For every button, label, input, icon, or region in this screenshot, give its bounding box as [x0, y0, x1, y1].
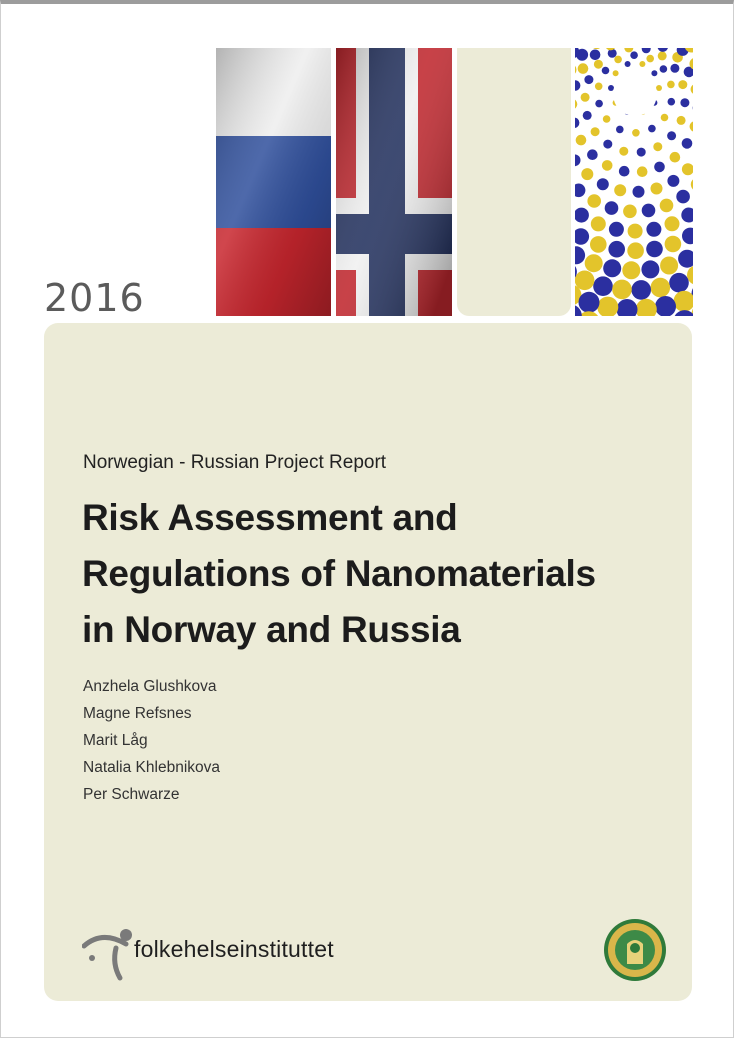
nanotube-atom — [590, 50, 601, 61]
nanotube-atom — [595, 100, 603, 108]
nanotube-atom — [642, 204, 656, 218]
nanotube-atom — [603, 115, 611, 123]
nanotube-atom — [631, 280, 651, 300]
nanotube-atom — [578, 63, 589, 74]
nanotube-atom — [575, 64, 577, 76]
nanotube-atom — [637, 166, 648, 177]
nanotube-atom — [575, 184, 585, 198]
nanotube-atom — [691, 84, 693, 95]
nanotube-atom — [608, 85, 614, 91]
nanotube-atom — [587, 149, 598, 160]
author-list — [83, 676, 220, 811]
nanotube-atom — [673, 310, 693, 316]
report-subtitle: Norwegian - Russian Project Report — [83, 452, 387, 473]
title-line: in Norway and Russia — [82, 609, 461, 650]
nanotube-atom — [575, 271, 594, 291]
nanotube-atom — [691, 178, 693, 192]
nanotube-atom — [690, 121, 693, 132]
nanotube-atom — [616, 126, 624, 134]
nanotube-atom — [623, 205, 637, 219]
nanotube-atom — [642, 48, 651, 53]
nanotube-atom — [682, 163, 693, 175]
nanotube-atom — [593, 276, 613, 296]
nanotube-atom — [667, 131, 676, 140]
nanotube-atom — [575, 80, 580, 91]
nanotube-atom — [605, 201, 619, 215]
nanotube-atom — [646, 55, 654, 63]
nanotube-atom — [639, 61, 645, 67]
blank-panel — [457, 48, 571, 316]
nanotube-atom — [633, 186, 645, 198]
nanotube-atom — [624, 48, 633, 52]
nanotube-atom — [603, 140, 612, 149]
nanotube-atom — [575, 154, 581, 166]
report-title — [82, 490, 682, 658]
nanotube-atom — [658, 51, 667, 60]
nanotube-atom — [597, 297, 618, 316]
nanotube-atom — [612, 280, 632, 300]
nanotube-atom — [628, 224, 643, 239]
title-panel — [44, 323, 692, 1001]
nanotube-atom — [576, 135, 587, 146]
nanotube-atom — [614, 56, 622, 64]
title-line: Risk Assessment and — [82, 497, 458, 538]
nanotube-atom — [665, 236, 682, 253]
nanotube-atom — [595, 83, 603, 91]
nanotube-atom — [648, 125, 656, 133]
nanotube-atom — [614, 184, 626, 196]
nanotube-atom — [680, 98, 689, 107]
author-name: Magne Refsnes — [83, 705, 192, 722]
nanotube-atom — [674, 291, 693, 312]
nanotube-atom — [575, 99, 577, 110]
author-name: Natalia Khlebnikova — [83, 759, 221, 776]
nanotube-atom — [641, 260, 659, 278]
nanotube-atom — [575, 246, 585, 264]
report-year: 2016 — [44, 276, 145, 320]
nanotube-atom — [632, 129, 640, 137]
nanotube-atom — [619, 166, 630, 177]
nanotube-atom — [585, 254, 603, 272]
nanotube-atom — [591, 48, 603, 49]
nanotube-atom — [575, 228, 589, 245]
nanotube-atom — [654, 162, 665, 173]
nanotube-atom — [676, 190, 690, 204]
nanotube-atom — [587, 194, 601, 208]
nanotube-atom — [617, 299, 638, 316]
nanotube-atom — [609, 222, 624, 237]
nanotube-atom — [594, 60, 603, 69]
nanotube-atom — [670, 64, 679, 73]
nanotube-atom — [651, 278, 671, 298]
nanotube-atom — [622, 261, 640, 279]
nanotube-atom — [591, 127, 600, 136]
nanotube-atom — [678, 80, 687, 89]
nanotube-atom — [667, 175, 679, 187]
nanotube-atom — [619, 147, 628, 156]
author-name: Anzhela Glushkova — [83, 678, 217, 695]
nanotube-atom — [670, 152, 681, 163]
nanotube-atom — [590, 236, 607, 253]
publisher-name: folkehelseinstituttet — [134, 936, 334, 962]
nanotube-atom — [660, 257, 678, 275]
title-line: Regulations of Nanomaterials — [82, 553, 596, 594]
nanotube-atom — [681, 208, 693, 223]
nanotube-atom — [602, 160, 613, 171]
nanotube-atom — [608, 241, 625, 258]
norwegian-flag-image — [336, 48, 452, 316]
nanotube-atom — [575, 208, 589, 223]
nanotube-atom — [646, 241, 663, 258]
nanotube-atom — [613, 70, 619, 76]
nanotube-atom — [636, 299, 657, 316]
nanotube-atom — [668, 98, 676, 106]
nanotube-atom — [637, 148, 646, 157]
nanotube-atom — [584, 75, 593, 84]
nanotube-atom — [603, 259, 621, 277]
nanotube-atom — [627, 242, 644, 259]
nanotube-atom — [667, 81, 675, 89]
author-name: Marit Låg — [83, 732, 148, 749]
nanotube-atom — [655, 296, 676, 316]
nanotube-atom — [597, 178, 609, 190]
folkehelseinstituttet-logo-icon — [82, 922, 142, 982]
author-name: Per Schwarze — [83, 786, 180, 803]
nanotube-atom — [669, 273, 689, 293]
nanotube-atom — [630, 51, 638, 59]
nanotube-atom — [602, 67, 610, 75]
nanotube-atom — [651, 183, 663, 195]
nanotube-atom — [661, 114, 669, 122]
nanotube-opening — [613, 72, 657, 116]
nanotube-atom — [583, 111, 592, 120]
nanotube-atom — [660, 199, 674, 213]
russian-flag-image — [216, 48, 331, 316]
nanotube-atom — [651, 70, 657, 76]
nanotube-atom — [575, 118, 579, 129]
institute-seal-icon — [603, 918, 667, 982]
nanotube-atom — [581, 168, 593, 180]
nanotube-atom — [591, 216, 606, 231]
nanotube-atom — [579, 292, 600, 313]
nanotube-atom — [656, 85, 662, 91]
nanotube-atom — [682, 138, 693, 149]
nanotube-atom — [653, 142, 662, 151]
nanotube-atom — [665, 216, 680, 231]
nanotube-atom — [677, 116, 686, 125]
nanotube-atom — [682, 228, 693, 245]
nanotube-structure-image — [575, 48, 693, 316]
nanotube-atom — [581, 93, 590, 102]
nanotube-atom — [678, 250, 693, 268]
nanotube-atom — [660, 65, 668, 73]
nanotube-atom — [658, 48, 669, 52]
nanotube-atom — [625, 61, 631, 67]
nanotube-atom — [646, 222, 661, 237]
